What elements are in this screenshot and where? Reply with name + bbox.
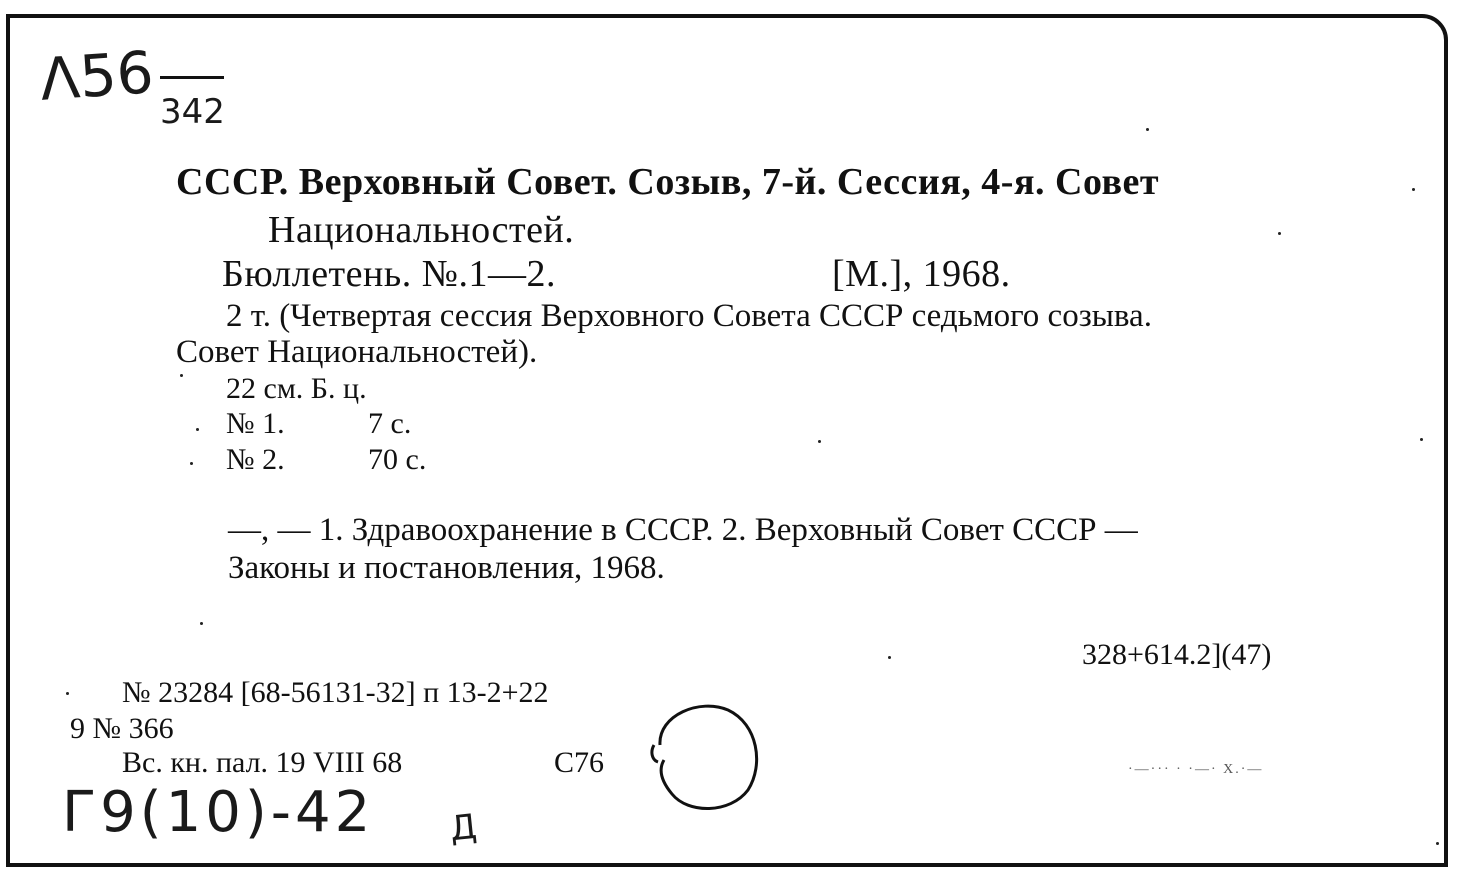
catalog-copy-number: 9 № 366	[70, 712, 174, 745]
classification-number: 328+614.2](47)	[1082, 638, 1272, 671]
issue-pages: 70 с.	[368, 443, 427, 476]
issue-number: № 1.	[226, 407, 285, 440]
speck	[190, 462, 193, 465]
entry-heading-continued: Национальностей.	[268, 209, 575, 251]
entry-imprint: [М.], 1968.	[832, 253, 1011, 295]
handwritten-fraction: 342	[160, 92, 225, 132]
speck	[1436, 842, 1439, 845]
speck	[1278, 232, 1281, 235]
catalog-chamber-date: Вс. кн. пал. 19 VIII 68	[122, 746, 403, 779]
handdrawn-circle	[640, 690, 770, 820]
speck	[66, 692, 69, 695]
entry-heading: СССР. Верховный Совет. Созыв, 7-й. Сессия, 4-я. Совет	[176, 161, 1160, 203]
speck	[1420, 438, 1423, 441]
issue-pages: 7 с.	[368, 407, 412, 440]
speck	[1412, 188, 1415, 191]
speck	[1146, 128, 1149, 131]
handwritten-fraction-bar	[160, 76, 224, 79]
speck	[888, 656, 891, 659]
entry-series-note: 2 т. (Четвертая сессия Верховного Совета СССР седьмого созыва.	[226, 298, 1152, 334]
handwritten-suffix: Д	[447, 806, 479, 850]
handwritten-classification-code: Г9(10)-42	[62, 780, 375, 845]
subject-headings-continued: Законы и постановления, 1968.	[228, 550, 665, 586]
entry-title: Бюллетень. №.1—2.	[222, 253, 556, 295]
handwritten-shelf-number: Λ56	[37, 38, 156, 114]
entry-series-note-continued: Совет Национальностей).	[176, 334, 538, 370]
speck	[180, 374, 183, 377]
catalog-record-number: № 23284 [68-56131-32] п 13-2+22	[122, 676, 549, 709]
faint-stamp: ·—··· · ·—· Х.·—	[1128, 762, 1264, 777]
subject-headings: —, — 1. Здравоохранение в СССР. 2. Верховный Совет СССР —	[228, 512, 1138, 548]
catalog-author-mark: С76	[554, 746, 605, 779]
entry-size: 22 см. Б. ц.	[226, 372, 367, 405]
speck	[818, 440, 821, 443]
issue-number: № 2.	[226, 443, 285, 476]
speck	[200, 622, 203, 625]
speck	[196, 428, 199, 431]
